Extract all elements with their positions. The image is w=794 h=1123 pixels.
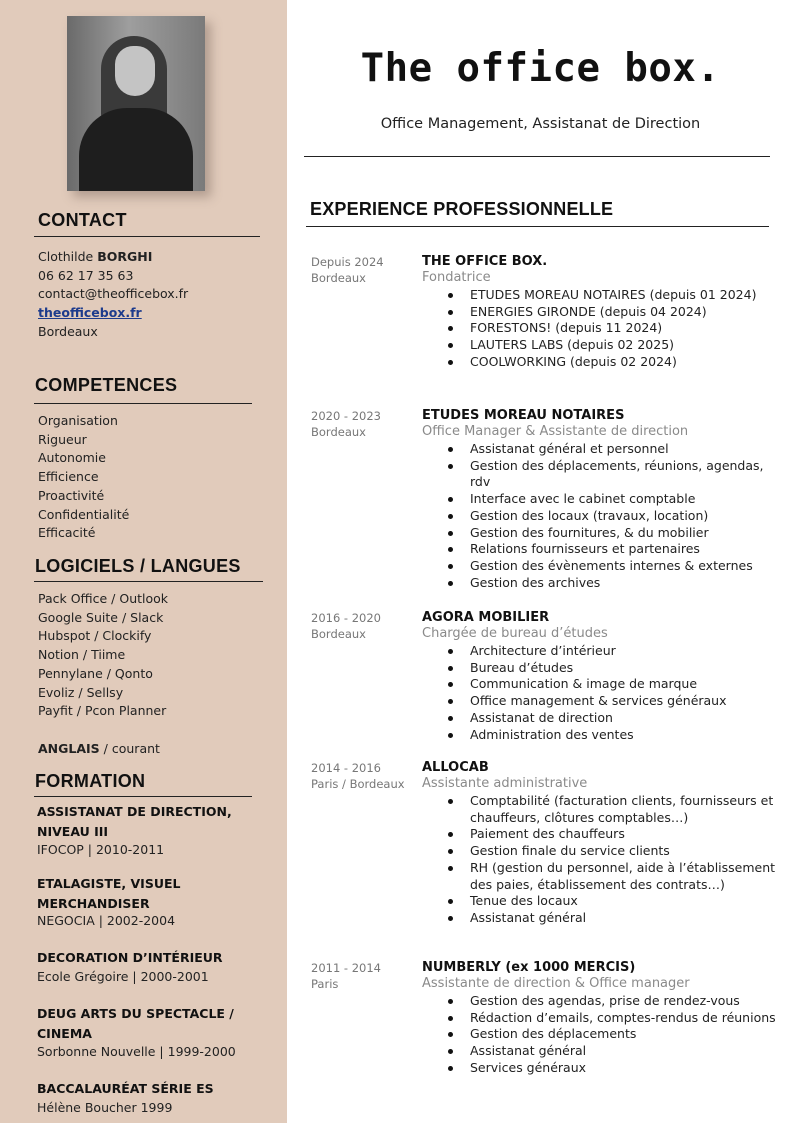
competences-list	[38, 412, 129, 543]
competence-item: Proactivité	[38, 487, 105, 503]
competence-item: Efficience	[38, 469, 99, 485]
formation-detail: Ecole Grégoire | 2000-2001	[37, 969, 209, 984]
formation-title: DECORATION D’INTÉRIEUR	[37, 950, 223, 965]
formation-detail: Hélène Boucher 1999	[37, 1100, 173, 1115]
competences-divider	[34, 403, 252, 404]
formation-detail: Sorbonne Nouvelle | 1999-2000	[37, 1044, 236, 1059]
contact-phone: 06 62 17 35 63	[38, 267, 134, 283]
task-item: Gestion des fournitures, & du mobilier	[470, 525, 782, 542]
job-when: 2020 - 2023 Bordeaux	[311, 409, 381, 439]
formation-title: BACCALAURÉAT SÉRIE ES	[37, 1081, 214, 1096]
formation-title: ETALAGISTE, VISUEL MERCHANDISER	[37, 876, 181, 911]
task-item: Assistanat de direction	[470, 710, 782, 727]
formation-heading: FORMATION	[35, 771, 146, 791]
job-when: Depuis 2024 Bordeaux	[311, 255, 384, 285]
software-item: Pack Office / Outlook	[38, 591, 169, 606]
job-tasks	[470, 441, 782, 591]
experience-divider	[306, 226, 769, 227]
task-item: Interface avec le cabinet comptable	[470, 491, 782, 508]
task-item: FORESTONS! (depuis 11 2024)	[470, 320, 782, 337]
competence-item: Rigueur	[38, 431, 87, 447]
job-when: 2016 - 2020 Bordeaux	[311, 611, 381, 641]
competences-heading: COMPETENCES	[35, 375, 178, 395]
job-tasks	[470, 643, 782, 743]
software-item: Notion / Tiime	[38, 647, 126, 663]
task-item: Gestion des agendas, prise de rendez-vous	[470, 993, 782, 1010]
task-item: Administration des ventes	[470, 727, 782, 744]
formation-detail: NEGOCIA | 2002-2004	[37, 913, 176, 928]
task-item: Services généraux	[470, 1060, 782, 1077]
task-item: Comptabilité (facturation clients, fournisseurs et chauffeurs, clôtures comptables…)	[470, 793, 782, 826]
task-item: Gestion des déplacements	[470, 1026, 782, 1043]
profile-photo	[67, 16, 205, 191]
job-role: Fondatrice	[422, 270, 491, 285]
formation-divider	[34, 796, 252, 797]
brand-tagline: Office Management, Assistanat de Direction	[380, 116, 701, 132]
job-company: THE OFFICE BOX.	[422, 254, 548, 269]
job-company: NUMBERLY (ex 1000 MERCIS)	[422, 960, 636, 975]
task-item: Communication & image de marque	[470, 676, 782, 693]
language-level: / courant	[99, 741, 160, 756]
task-item: Gestion des déplacements, réunions, agendas, rdv	[470, 458, 782, 491]
competence-item: Organisation	[38, 413, 118, 428]
task-item: Office management & services généraux	[470, 693, 782, 710]
task-item: Rédaction d’emails, comptes-rendus de réunions	[470, 1010, 782, 1027]
contact-heading: CONTACT	[38, 210, 127, 230]
contact-name: Clothilde BORGHI	[38, 249, 153, 264]
task-item: Paiement des chauffeurs	[470, 826, 782, 843]
formation-title: ASSISTANAT DE DIRECTION, NIVEAU III	[37, 804, 232, 839]
task-item: LAUTERS LABS (depuis 02 2025)	[470, 337, 782, 354]
website-link[interactable]: theofficebox.fr	[38, 305, 142, 321]
job-role: Assistante administrative	[422, 776, 588, 791]
logiciels-heading: LOGICIELS / LANGUES	[35, 556, 241, 576]
job-role: Chargée de bureau d’études	[422, 626, 608, 641]
brand-title: The office box.	[360, 46, 721, 91]
formation-detail: IFOCOP | 2010-2011	[37, 842, 165, 857]
task-item: Gestion finale du service clients	[470, 843, 782, 860]
contact-divider	[34, 236, 260, 237]
task-item: RH (gestion du personnel, aide à l’établissement des paies, établissement des contrats…)	[470, 860, 782, 893]
formation-title: DEUG ARTS DU SPECTACLE / CINEMA	[37, 1006, 234, 1041]
software-item: Evoliz / Sellsy	[38, 684, 124, 700]
competence-item: Autonomie	[38, 450, 106, 466]
job-role: Office Manager & Assistante de direction	[422, 424, 689, 439]
task-item: COOLWORKING (depuis 02 2024)	[470, 354, 782, 371]
job-company: ETUDES MOREAU NOTAIRES	[422, 408, 625, 423]
logiciels-list	[38, 590, 168, 721]
job-company: ALLOCAB	[422, 760, 489, 775]
job-tasks	[470, 793, 782, 927]
job-company: AGORA MOBILIER	[422, 610, 550, 625]
job-tasks	[470, 993, 782, 1077]
task-item: Gestion des archives	[470, 575, 782, 592]
software-item: Payfit / Pcon Planner	[38, 703, 167, 719]
task-item: Gestion des locaux (travaux, location)	[470, 508, 782, 525]
competence-item: Efficacité	[38, 525, 96, 541]
language-line	[38, 740, 160, 759]
task-item: Assistanat général et personnel	[470, 441, 782, 458]
job-tasks	[470, 287, 782, 371]
contact-email[interactable]: contact@theofficebox.fr	[38, 286, 189, 302]
task-item: Assistanat général	[470, 1043, 782, 1060]
software-item: Google Suite / Slack	[38, 609, 164, 625]
language-name: ANGLAIS	[38, 741, 100, 756]
job-when: 2014 - 2016 Paris / Bordeaux	[311, 761, 405, 791]
job-when: 2011 - 2014 Paris	[311, 961, 381, 991]
competence-item: Confidentialité	[38, 506, 130, 522]
task-item: Bureau d’études	[470, 660, 782, 677]
contact-block	[38, 248, 188, 342]
software-item: Pennylane / Qonto	[38, 665, 153, 681]
task-item: Gestion des évènements internes & externes	[470, 558, 782, 575]
job-role: Assistante de direction & Office manager	[422, 976, 690, 991]
logiciels-divider	[34, 581, 263, 582]
task-item: Architecture d’intérieur	[470, 643, 782, 660]
experience-heading: EXPERIENCE PROFESSIONNELLE	[310, 199, 614, 219]
contact-city: Bordeaux	[38, 323, 98, 339]
task-item: Assistanat général	[470, 910, 782, 927]
task-item: Relations fournisseurs et partenaires	[470, 541, 782, 558]
software-item: Hubspot / Clockify	[38, 628, 152, 644]
task-item: ENERGIES GIRONDE (depuis 04 2024)	[470, 304, 782, 321]
header-divider	[304, 156, 770, 157]
task-item: Tenue des locaux	[470, 893, 782, 910]
task-item: ETUDES MOREAU NOTAIRES (depuis 01 2024)	[470, 287, 782, 304]
